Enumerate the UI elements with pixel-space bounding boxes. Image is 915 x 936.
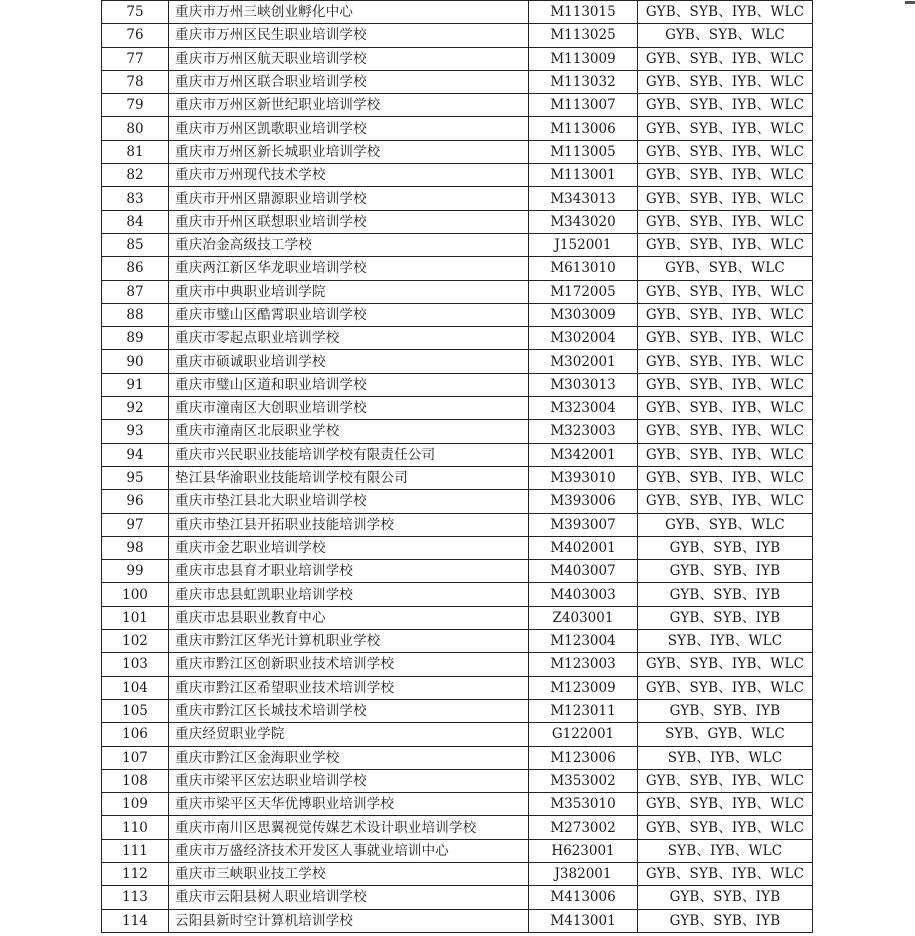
table-row: [102, 886, 813, 909]
table-row: [102, 280, 813, 303]
table-row: [102, 1, 813, 24]
table-row: [102, 536, 813, 559]
row-number-cell: 78: [102, 70, 169, 93]
training-projects-cell: GYB、SYB、IYB、WLC: [638, 303, 813, 326]
school-code-cell: M172005: [529, 280, 638, 303]
school-name-cell: 重庆市三峡职业技工学校: [169, 862, 529, 885]
school-code-cell: J382001: [529, 862, 638, 885]
school-code-cell: M303009: [529, 303, 638, 326]
table-row: [102, 862, 813, 885]
school-name-cell: 重庆经贸职业学院: [169, 723, 529, 746]
table-row: [102, 630, 813, 653]
school-name-cell: 重庆市梁平区宏达职业培训学校: [169, 769, 529, 792]
row-number-cell: 95: [102, 466, 169, 489]
table-row: [102, 187, 813, 210]
table-row: [102, 583, 813, 606]
school-code-cell: M113015: [529, 1, 638, 24]
school-code-cell: M302004: [529, 327, 638, 350]
row-number-cell: 79: [102, 94, 169, 117]
training-projects-cell: GYB、SYB、IYB、WLC: [638, 47, 813, 70]
training-projects-cell: GYB、SYB、IYB、WLC: [638, 816, 813, 839]
table-row: [102, 839, 813, 862]
school-code-cell: M403003: [529, 583, 638, 606]
school-name-cell: 重庆两江新区华龙职业培训学校: [169, 257, 529, 280]
table-row: [102, 350, 813, 373]
row-number-cell: 86: [102, 257, 169, 280]
school-code-cell: H623001: [529, 839, 638, 862]
training-projects-cell: GYB、SYB、IYB、WLC: [638, 350, 813, 373]
row-number-cell: 112: [102, 862, 169, 885]
training-projects-cell: GYB、SYB、IYB: [638, 886, 813, 909]
training-projects-cell: GYB、SYB、IYB: [638, 583, 813, 606]
row-number-cell: 100: [102, 583, 169, 606]
row-number-cell: 76: [102, 24, 169, 47]
row-number-cell: 101: [102, 606, 169, 629]
school-name-cell: 重庆市开州区联想职业培训学校: [169, 210, 529, 233]
school-name-cell: 重庆市潼南区北辰职业学校: [169, 420, 529, 443]
school-name-cell: 重庆市兴民职业技能培训学校有限责任公司: [169, 443, 529, 466]
training-projects-cell: GYB、SYB、IYB、WLC: [638, 164, 813, 187]
table-row: [102, 513, 813, 536]
training-projects-cell: GYB、SYB、IYB、WLC: [638, 233, 813, 256]
row-number-cell: 89: [102, 327, 169, 350]
school-name-cell: 重庆市万州区新长城职业培训学校: [169, 140, 529, 163]
row-number-cell: 102: [102, 630, 169, 653]
school-code-cell: M113025: [529, 24, 638, 47]
training-projects-cell: GYB、SYB、IYB: [638, 606, 813, 629]
training-projects-cell: GYB、SYB、IYB、WLC: [638, 187, 813, 210]
school-name-cell: 重庆市万州区民生职业培训学校: [169, 24, 529, 47]
training-projects-cell: GYB、SYB、WLC: [638, 257, 813, 280]
table-row: [102, 117, 813, 140]
school-name-cell: 重庆市垫江县北大职业培训学校: [169, 490, 529, 513]
school-code-cell: M303013: [529, 373, 638, 396]
training-projects-cell: GYB、SYB、IYB、WLC: [638, 443, 813, 466]
school-name-cell: 重庆市璧山区道和职业培训学校: [169, 373, 529, 396]
school-name-cell: 重庆市云阳县树人职业培训学校: [169, 886, 529, 909]
school-code-cell: M113001: [529, 164, 638, 187]
row-number-cell: 106: [102, 723, 169, 746]
row-number-cell: 104: [102, 676, 169, 699]
school-code-cell: M343013: [529, 187, 638, 210]
table-row: [102, 606, 813, 629]
school-name-cell: 重庆市潼南区大创职业培训学校: [169, 397, 529, 420]
training-projects-cell: GYB、SYB、IYB、WLC: [638, 373, 813, 396]
corner-mark: [905, 1, 915, 4]
table-row: [102, 164, 813, 187]
school-code-cell: M123009: [529, 676, 638, 699]
training-projects-cell: SYB、IYB、WLC: [638, 630, 813, 653]
school-code-cell: Z403001: [529, 606, 638, 629]
school-name-cell: 重庆市南川区思翼视觉传媒艺术设计职业培训学校: [169, 816, 529, 839]
training-projects-cell: GYB、SYB、IYB、WLC: [638, 94, 813, 117]
row-number-cell: 105: [102, 699, 169, 722]
training-projects-cell: GYB、SYB、IYB、WLC: [638, 1, 813, 24]
school-name-cell: 重庆市黔江区长城技术培训学校: [169, 699, 529, 722]
school-name-cell: 重庆市璧山区酷霄职业培训学校: [169, 303, 529, 326]
school-code-cell: M413006: [529, 886, 638, 909]
table-row: [102, 94, 813, 117]
school-name-cell: 重庆市金艺职业培训学校: [169, 536, 529, 559]
row-number-cell: 82: [102, 164, 169, 187]
table-row: [102, 257, 813, 280]
row-number-cell: 92: [102, 397, 169, 420]
row-number-cell: 99: [102, 560, 169, 583]
table-row: [102, 793, 813, 816]
school-name-cell: 重庆市硕诚职业培训学校: [169, 350, 529, 373]
training-projects-cell: GYB、SYB、IYB、WLC: [638, 327, 813, 350]
school-code-cell: G122001: [529, 723, 638, 746]
school-name-cell: 重庆市黔江区创新职业技术培训学校: [169, 653, 529, 676]
row-number-cell: 110: [102, 816, 169, 839]
row-number-cell: 103: [102, 653, 169, 676]
training-projects-cell: GYB、SYB、WLC: [638, 24, 813, 47]
school-name-cell: 重庆市黔江区华光计算机职业学校: [169, 630, 529, 653]
table-row: [102, 443, 813, 466]
school-code-cell: M113032: [529, 70, 638, 93]
school-code-cell: M393006: [529, 490, 638, 513]
table-row: [102, 327, 813, 350]
school-code-cell: M353002: [529, 769, 638, 792]
school-name-cell: 重庆市零起点职业培训学校: [169, 327, 529, 350]
training-projects-cell: GYB、SYB、IYB、WLC: [638, 793, 813, 816]
school-code-cell: J152001: [529, 233, 638, 256]
training-projects-cell: SYB、GYB、WLC: [638, 723, 813, 746]
school-code-cell: M323004: [529, 397, 638, 420]
table-row: [102, 24, 813, 47]
table-row: [102, 490, 813, 513]
school-name-cell: 重庆市忠县虹凯职业培训学校: [169, 583, 529, 606]
table-row: [102, 746, 813, 769]
school-name-cell: 重庆市忠县职业教育中心: [169, 606, 529, 629]
school-code-cell: M342001: [529, 443, 638, 466]
row-number-cell: 81: [102, 140, 169, 163]
school-code-cell: M123004: [529, 630, 638, 653]
school-name-cell: 重庆市开州区鼎源职业培训学校: [169, 187, 529, 210]
training-projects-cell: SYB、IYB、WLC: [638, 839, 813, 862]
school-name-cell: 重庆市万州区航天职业培训学校: [169, 47, 529, 70]
school-code-cell: M403007: [529, 560, 638, 583]
school-code-cell: M393007: [529, 513, 638, 536]
table-row: [102, 70, 813, 93]
school-name-cell: 重庆市黔江区希望职业技术培训学校: [169, 676, 529, 699]
training-school-table-page: [101, 0, 813, 933]
school-code-cell: M113009: [529, 47, 638, 70]
table-row: [102, 466, 813, 489]
school-name-cell: 重庆市万州三峡创业孵化中心: [169, 1, 529, 24]
school-name-cell: 云阳县新时空计算机培训学校: [169, 909, 529, 932]
row-number-cell: 85: [102, 233, 169, 256]
training-projects-cell: GYB、SYB、IYB: [638, 560, 813, 583]
school-code-cell: M302001: [529, 350, 638, 373]
row-number-cell: 80: [102, 117, 169, 140]
school-name-cell: 重庆市万州现代技术学校: [169, 164, 529, 187]
row-number-cell: 88: [102, 303, 169, 326]
school-code-cell: M323003: [529, 420, 638, 443]
training-projects-cell: GYB、SYB、WLC: [638, 513, 813, 536]
school-code-cell: M343020: [529, 210, 638, 233]
school-name-cell: 重庆市梁平区天华优博职业培训学校: [169, 793, 529, 816]
row-number-cell: 84: [102, 210, 169, 233]
table-row: [102, 699, 813, 722]
row-number-cell: 107: [102, 746, 169, 769]
row-number-cell: 90: [102, 350, 169, 373]
school-name-cell: 重庆市万州区凯歌职业培训学校: [169, 117, 529, 140]
row-number-cell: 96: [102, 490, 169, 513]
training-projects-cell: GYB、SYB、IYB、WLC: [638, 466, 813, 489]
training-projects-cell: GYB、SYB、IYB、WLC: [638, 210, 813, 233]
school-code-cell: M273002: [529, 816, 638, 839]
school-code-cell: M402001: [529, 536, 638, 559]
table-body: [102, 1, 813, 933]
training-projects-cell: GYB、SYB、IYB、WLC: [638, 140, 813, 163]
table-row: [102, 769, 813, 792]
table-row: [102, 140, 813, 163]
table-row: [102, 210, 813, 233]
school-code-cell: M413001: [529, 909, 638, 932]
table-row: [102, 47, 813, 70]
training-projects-cell: GYB、SYB、IYB: [638, 536, 813, 559]
training-projects-cell: GYB、SYB、IYB、WLC: [638, 862, 813, 885]
table-row: [102, 373, 813, 396]
table-row: [102, 233, 813, 256]
table-row: [102, 397, 813, 420]
table-row: [102, 303, 813, 326]
school-code-cell: M613010: [529, 257, 638, 280]
training-projects-cell: SYB、IYB、WLC: [638, 746, 813, 769]
training-projects-cell: GYB、SYB、IYB、WLC: [638, 117, 813, 140]
row-number-cell: 75: [102, 1, 169, 24]
training-projects-cell: GYB、SYB、IYB、WLC: [638, 280, 813, 303]
row-number-cell: 113: [102, 886, 169, 909]
school-name-cell: 重庆市黔江区金海职业学校: [169, 746, 529, 769]
training-projects-cell: GYB、SYB、IYB、WLC: [638, 490, 813, 513]
school-name-cell: 重庆冶金高级技工学校: [169, 233, 529, 256]
row-number-cell: 77: [102, 47, 169, 70]
school-name-cell: 重庆市万州区新世纪职业培训学校: [169, 94, 529, 117]
school-code-cell: M113005: [529, 140, 638, 163]
table-row: [102, 653, 813, 676]
training-projects-cell: GYB、SYB、IYB: [638, 699, 813, 722]
row-number-cell: 94: [102, 443, 169, 466]
school-code-cell: M113006: [529, 117, 638, 140]
training-projects-cell: GYB、SYB、IYB、WLC: [638, 397, 813, 420]
school-name-cell: 重庆市万盛经济技术开发区人事就业培训中心: [169, 839, 529, 862]
school-name-cell: 重庆市万州区联合职业培训学校: [169, 70, 529, 93]
table-row: [102, 676, 813, 699]
school-name-cell: 重庆市中典职业培训学院: [169, 280, 529, 303]
school-code-cell: M393010: [529, 466, 638, 489]
row-number-cell: 111: [102, 839, 169, 862]
table-row: [102, 420, 813, 443]
row-number-cell: 93: [102, 420, 169, 443]
training-school-table: [101, 0, 813, 933]
school-code-cell: M123011: [529, 699, 638, 722]
table-row: [102, 816, 813, 839]
row-number-cell: 83: [102, 187, 169, 210]
training-projects-cell: GYB、SYB、IYB、WLC: [638, 653, 813, 676]
school-code-cell: M113007: [529, 94, 638, 117]
row-number-cell: 109: [102, 793, 169, 816]
row-number-cell: 87: [102, 280, 169, 303]
school-code-cell: M353010: [529, 793, 638, 816]
row-number-cell: 91: [102, 373, 169, 396]
school-name-cell: 重庆市垫江县开拓职业技能培训学校: [169, 513, 529, 536]
training-projects-cell: GYB、SYB、IYB、WLC: [638, 769, 813, 792]
row-number-cell: 108: [102, 769, 169, 792]
table-row: [102, 723, 813, 746]
school-code-cell: M123006: [529, 746, 638, 769]
school-code-cell: M123003: [529, 653, 638, 676]
training-projects-cell: GYB、SYB、IYB: [638, 909, 813, 932]
row-number-cell: 97: [102, 513, 169, 536]
training-projects-cell: GYB、SYB、IYB、WLC: [638, 420, 813, 443]
table-row: [102, 560, 813, 583]
training-projects-cell: GYB、SYB、IYB、WLC: [638, 70, 813, 93]
school-name-cell: 垫江县华渝职业技能培训学校有限公司: [169, 466, 529, 489]
row-number-cell: 98: [102, 536, 169, 559]
row-number-cell: 114: [102, 909, 169, 932]
school-name-cell: 重庆市忠县育才职业培训学校: [169, 560, 529, 583]
table-row: [102, 909, 813, 932]
training-projects-cell: GYB、SYB、IYB、WLC: [638, 676, 813, 699]
